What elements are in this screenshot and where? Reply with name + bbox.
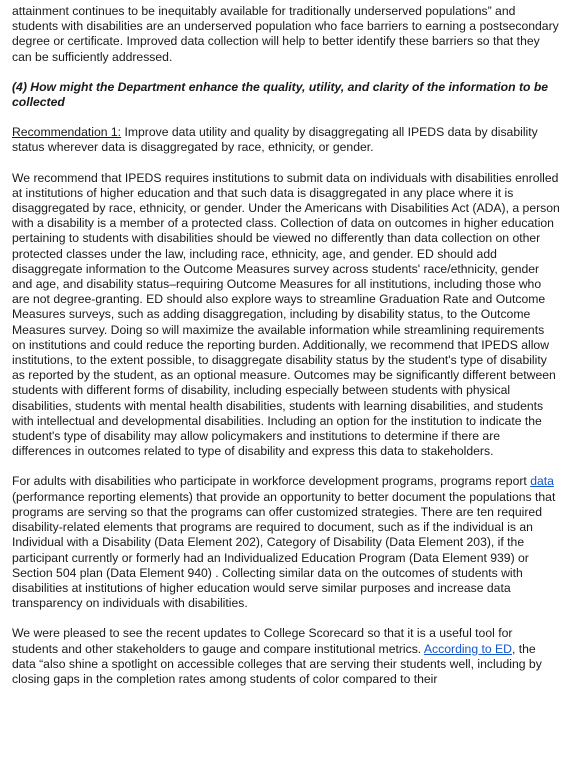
paragraph-college-scorecard xyxy=(12,626,560,687)
data-link[interactable]: data xyxy=(530,474,554,489)
according-to-ed-link[interactable]: According to ED xyxy=(423,641,512,656)
workforce-text-end: (performance reporting elements) that provide an opportunity to better document the populations that programs are serving so that the programs can offer customized strategies. There are ten required disability-related elements that programs are required to document, such as if the individual is an Individual with a Disability (Data Element 202), Category of Disability (Data Element 203), if the participant currently or formerly had an Individualized Education Program (Data Element 939) or Section 504 plan (Data Element 940) . Collecting similar data on the outcomes of students with disabilities at institutions of higher education would serve similar purposes and increase data transparency on individuals with disabilities. xyxy=(12,489,556,611)
question-heading: (4) How might the Department enhance the quality, utility, and clarity of the information to be collected xyxy=(12,79,549,110)
paragraph-workforce-programs xyxy=(12,474,560,611)
recommendation-label: Recommendation 1: xyxy=(12,125,122,140)
workforce-text-start: For adults with disabilities who participate in workforce development programs, programs report xyxy=(12,474,531,489)
paragraph-intro-continued: attainment continues to be inequitably available for traditionally underserved populations” and students with disabilities are an underserved population who face barriers to earning a postsecondary degree or certificate. Improved data collection will help to better identify these barriers so that they can be sufficiently addressed. xyxy=(12,4,559,64)
scorecard-text-start: We were pleased to see the recent updates to College Scorecard so that it is a useful tool for students and other stakeholders to gauge and compare institutional metrics. xyxy=(12,626,513,656)
recommendation-paragraph xyxy=(12,125,560,155)
recommendation-text: Improve data utility and quality by disaggregating all IPEDS data by disability status wherever data is disaggregated by race, ethnicity, or gender. xyxy=(12,125,538,155)
scorecard-text-end: , the data “also shine a spotlight on accessible colleges that are serving their students well, including by closing gaps in the completion rates among students of color compared to their xyxy=(12,641,542,686)
paragraph-ipeds-recommendation: We recommend that IPEDS requires institutions to submit data on individuals with disabilities enrolled at institutions of higher education and that such data is disaggregated in any place where it is disaggregated by race, ethnicity, or gender. Under the Americans with Disabilities Act (ADA), a person with a disability is a member of a protected class. Collection of data on outcomes in higher education pertaining to students with disabilities should be viewed no differently than data collection on other protected classes under the law, including race, ethnicity, age, and gender. ED should add disaggregate information to the Outcome Measures survey across students' race/ethnicity, gender and age, and disability status–requiring Outcome Measures for all institutions, including those who are not degree-granting. ED should also explore ways to streamline Graduation Rate and Outcome Measures surveys, such as adding disaggregation, including by disability status, to the Outcome Measures survey. Doing so will maximize the available information while streamlining requirements on institutions and could reduce the reporting burden. Additionally, we recommend that IPEDS allow institutions, to the extent possible, to disaggregate disability status by the student's type of disability as reported by the student, as an optional measure. Outcomes may be significantly different between students with different forms of disability, including especially between students with physical disabilities, students with mental health disabilities, students with learning disabilities, and students with intellectual and developmental disabilities. Including an option for the institution to indicate the student's type of disability may allow policymakers and institutions to determine if there are differences in outcomes related to type of disability and express this data to stakeholders. xyxy=(12,170,560,459)
